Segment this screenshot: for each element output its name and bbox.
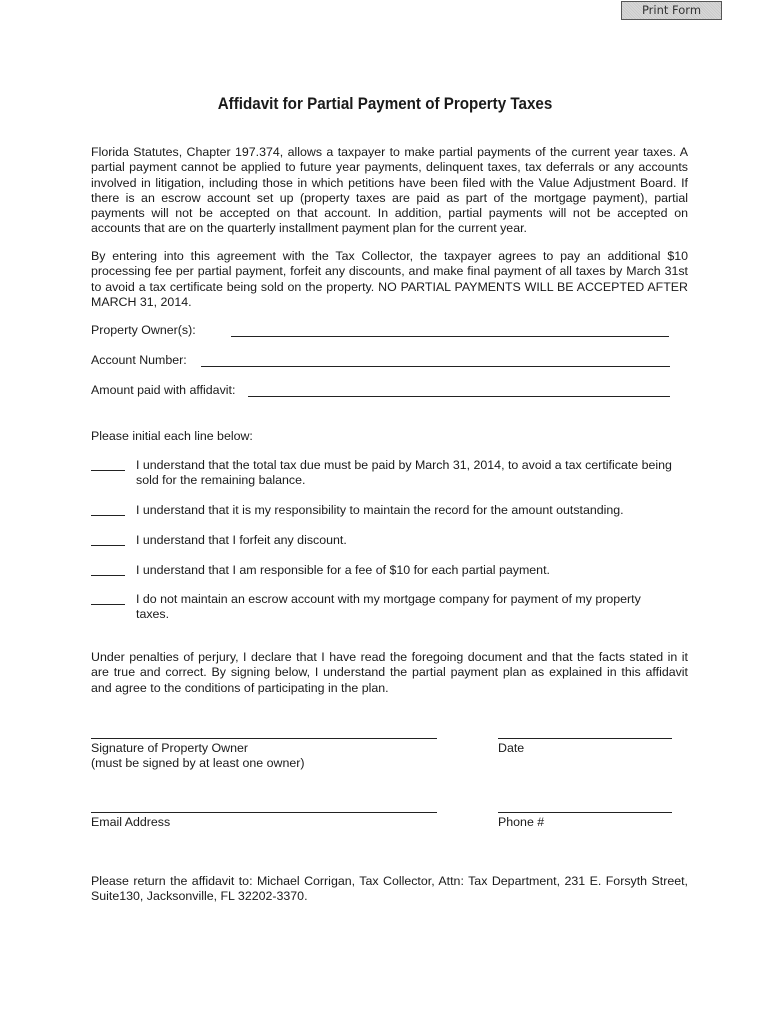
initial-item-4: I understand that I am responsible for a fee of $10 for each partial payment. — [136, 563, 550, 577]
initial-item-5: I do not maintain an escrow account with my mortgage company for payment of my property taxes. — [136, 592, 641, 622]
return-paragraph: Please return the affidavit to: Michael Corrigan, Tax Collector, Attn: Tax Department, 231 E. Forsyth Street, Suite130, Jacksonville, FL 32202-3370. — [91, 874, 688, 904]
email-label: Email Address — [91, 815, 171, 829]
agreement-paragraph: By entering into this agreement with the Tax Collector, the taxpayer agrees to pay an additional $10 processing fee per partial payment, forfeit any discounts, and make final payment of all taxes by March 31st to avoid a tax certificate being sold on the property. NO PARTIAL PAYMENTS WILL BE ACCEPTED AFTER MARCH 31, 2014. — [91, 249, 688, 309]
phone-field[interactable] — [498, 812, 672, 813]
document-title: Affidavit for Partial Payment of Property Taxes — [217, 95, 553, 113]
property-owner-label: Property Owner(s): — [91, 323, 196, 337]
initial-field-2[interactable] — [91, 515, 125, 516]
date-label: Date — [498, 741, 525, 755]
initial-prompt: Please initial each line below: — [91, 429, 253, 443]
initial-field-5[interactable] — [91, 604, 125, 605]
amount-paid-label: Amount paid with affidavit: — [91, 383, 236, 397]
initial-field-4[interactable] — [91, 575, 125, 576]
signature-field[interactable] — [91, 738, 437, 739]
initial-item-2: I understand that it is my responsibility to maintain the record for the amount outstanding. — [136, 503, 624, 517]
property-owner-field[interactable] — [231, 336, 669, 337]
date-field[interactable] — [498, 738, 672, 739]
amount-paid-field[interactable] — [248, 396, 670, 397]
phone-label: Phone # — [498, 815, 545, 829]
perjury-paragraph: Under penalties of perjury, I declare that I have read the foregoing document and that the facts stated in it are true and correct. By signing below, I understand the partial payment plan as explained in this affidavit and agree to the conditions of participating in the plan. — [91, 650, 688, 695]
print-form-button[interactable]: Print Form — [621, 1, 722, 20]
account-number-label: Account Number: — [91, 353, 187, 367]
intro-paragraph: Florida Statutes, Chapter 197.374, allows a taxpayer to make partial payments of the current year taxes. A partial payment cannot be applied to future year payments, delinquent taxes, tax deferrals or any accounts involved in litigation, including those in which petitions have been filed with the Value Adjustment Board. If there is an escrow account set up (property taxes are paid as part of the mortgage payment), partial payments will not be accepted on that account. In addition, partial payments will not be accepted on accounts that are on the quarterly installment payment plan for the current year. — [91, 145, 688, 236]
initial-item-1: I understand that the total tax due must be paid by March 31, 2014, to avoid a tax certificate being sold for the remaining balance. — [136, 458, 672, 488]
initial-item-3: I understand that I forfeit any discount. — [136, 533, 347, 547]
signature-label: Signature of Property Owner — [91, 741, 249, 755]
account-number-field[interactable] — [201, 366, 670, 367]
signature-note: (must be signed by at least one owner) — [91, 756, 305, 770]
initial-field-3[interactable] — [91, 545, 125, 546]
initial-field-1[interactable] — [91, 470, 125, 471]
email-field[interactable] — [91, 812, 437, 813]
